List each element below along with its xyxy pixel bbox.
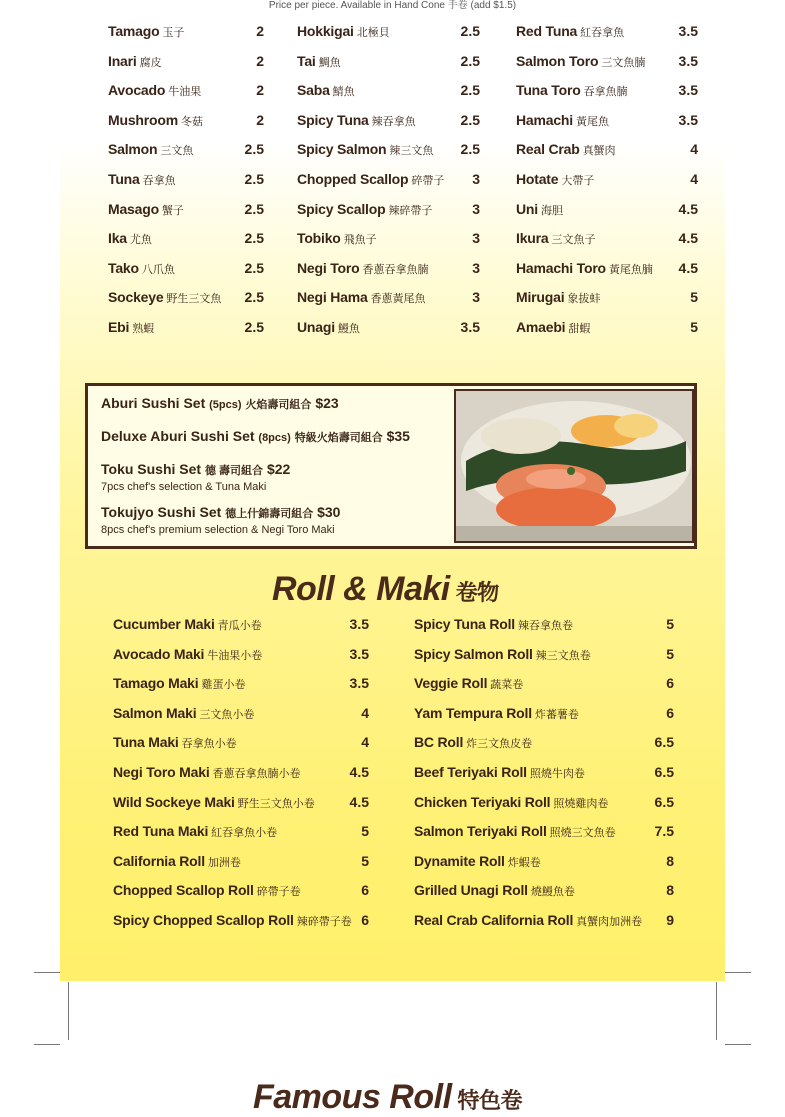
- item-name: Red Tuna Maki: [113, 823, 209, 840]
- sushi-set-pieces: (5pcs): [209, 399, 242, 411]
- roll-row: [414, 820, 674, 842]
- item-chinese-name: 炸蕃薯卷: [534, 708, 579, 721]
- item-price: 2.5: [244, 141, 264, 158]
- item-price: 2.5: [460, 23, 480, 39]
- item-price: 3: [472, 259, 480, 276]
- item-price: 2: [256, 82, 264, 99]
- item-chinese-name: 三文魚小卷: [199, 708, 255, 721]
- crop-mark: [725, 1044, 751, 1045]
- item-name: Avocado: [108, 82, 166, 99]
- roll-maki-title-zh: 卷物: [455, 580, 499, 605]
- item-chinese-name: 牛油果: [168, 86, 202, 99]
- item-name: Real Crab: [516, 141, 580, 158]
- sushi-set-pieces: (8pcs): [258, 432, 291, 444]
- item-chinese-name: 雞蛋小卷: [201, 679, 246, 692]
- item-price: 3: [472, 230, 480, 247]
- item-price: 2: [256, 111, 264, 128]
- item-price: 3.5: [678, 52, 698, 69]
- item-chinese-name: 八爪魚: [141, 263, 175, 276]
- roll-row: [113, 613, 369, 635]
- item-name: Tobiko: [297, 230, 341, 247]
- roll-row: [414, 909, 674, 931]
- item-chinese-name: 甜蝦: [568, 323, 591, 335]
- item-name: Veggie Roll: [414, 675, 488, 692]
- item-chinese-name: 加洲卷: [207, 856, 241, 869]
- nigiri-row: [297, 50, 480, 72]
- item-chinese-name: 吞拿魚: [142, 175, 176, 187]
- item-price: 2.5: [244, 230, 264, 247]
- item-name: Masago: [108, 200, 159, 217]
- item-name: Cucumber Maki: [113, 616, 215, 632]
- roll-row: [414, 613, 674, 635]
- item-price: 3.5: [460, 319, 480, 335]
- roll-maki-title: [272, 570, 499, 609]
- item-chinese-name: 三文魚腩: [601, 56, 646, 69]
- item-price: 6: [361, 912, 369, 928]
- item-name: Uni: [516, 200, 538, 217]
- roll-row: [113, 909, 369, 931]
- nigiri-row: [516, 79, 698, 101]
- roll-row: [414, 731, 674, 753]
- item-name: Wild Sockeye Maki: [113, 793, 235, 810]
- sushi-set-chinese-name: 德上什錦壽司組合: [225, 508, 314, 520]
- item-price: 3.5: [349, 675, 369, 692]
- item-price: 2.5: [244, 319, 264, 335]
- item-chinese-name: 蔬菜卷: [490, 679, 524, 692]
- item-price: 8: [666, 882, 674, 899]
- sushi-set-item: [101, 394, 453, 415]
- roll-row: [113, 879, 369, 901]
- nigiri-row: [516, 50, 698, 72]
- item-price: 6.5: [654, 734, 674, 751]
- item-price: 2.5: [460, 82, 480, 99]
- sushi-set-item: [101, 427, 453, 448]
- item-chinese-name: 照燒三文魚卷: [549, 827, 616, 840]
- item-chinese-name: 黃尾魚腩: [608, 263, 653, 276]
- item-chinese-name: 紅吞拿魚: [580, 27, 625, 39]
- item-price: 5: [690, 319, 698, 335]
- item-name: Saba: [297, 82, 330, 99]
- item-chinese-name: 炸三文魚皮卷: [466, 738, 533, 751]
- item-chinese-name: 辣碎帶子卷: [296, 916, 352, 928]
- item-price: 2.5: [244, 200, 264, 217]
- item-price: 5: [690, 289, 698, 306]
- item-name: Ika: [108, 230, 127, 247]
- item-chinese-name: 香蔥吞拿魚腩小卷: [212, 768, 301, 780]
- roll-row: [414, 672, 674, 694]
- item-price: 5: [361, 852, 369, 869]
- item-name: Hamachi: [516, 111, 573, 128]
- item-chinese-name: 北極貝: [356, 27, 390, 39]
- item-price: 8: [666, 852, 674, 869]
- sushi-set-title-line: [101, 503, 453, 524]
- item-chinese-name: 尤魚: [129, 234, 152, 247]
- item-price: 3.5: [678, 111, 698, 128]
- item-price: 4.5: [678, 230, 698, 247]
- item-name: Real Crab California Roll: [414, 912, 574, 928]
- item-chinese-name: 鰻魚: [337, 323, 360, 335]
- item-name: Salmon Teriyaki Roll: [414, 823, 547, 840]
- nigiri-row: [516, 198, 698, 220]
- item-name: Ikura: [516, 230, 549, 247]
- nigiri-row: [297, 198, 480, 220]
- item-chinese-name: 青瓜小卷: [217, 620, 262, 632]
- item-chinese-name: 腐皮: [139, 56, 162, 69]
- item-chinese-name: 吞拿魚小卷: [181, 738, 237, 751]
- roll-row: [113, 791, 369, 813]
- roll-row: [414, 702, 674, 724]
- item-price: 2.5: [460, 141, 480, 158]
- item-price: 5: [666, 645, 674, 662]
- sushi-set-name: Aburi Sushi Set: [101, 395, 206, 411]
- item-price: 4.5: [678, 200, 698, 217]
- item-price: 2.5: [460, 52, 480, 69]
- item-chinese-name: 真蟹肉: [582, 145, 616, 158]
- item-price: 6.5: [654, 793, 674, 810]
- nigiri-row: [516, 227, 698, 249]
- item-chinese-name: 辣碎帶子: [388, 204, 433, 217]
- item-name: Inari: [108, 52, 137, 69]
- nigiri-row: [297, 168, 480, 190]
- nigiri-row: [108, 286, 264, 308]
- item-chinese-name: 碎帶子: [411, 175, 445, 187]
- item-price: 4: [690, 171, 698, 187]
- item-price: 4: [690, 141, 698, 158]
- item-chinese-name: 照燒雞肉卷: [553, 797, 609, 810]
- item-name: BC Roll: [414, 734, 464, 751]
- roll-row: [113, 850, 369, 872]
- nigiri-row: [297, 286, 480, 308]
- famous-roll-title-en: Famous Roll: [253, 1078, 452, 1116]
- sushi-photo: [454, 389, 694, 543]
- item-name: Grilled Unagi Roll: [414, 882, 528, 899]
- roll-row: [113, 731, 369, 753]
- roll-row: [414, 761, 674, 783]
- item-price: 6: [361, 882, 369, 899]
- roll-row: [113, 702, 369, 724]
- item-chinese-name: 燒鰻魚卷: [530, 886, 575, 899]
- item-chinese-name: 大帶子: [561, 175, 595, 187]
- item-chinese-name: 真蟹肉加洲卷: [576, 916, 643, 928]
- item-name: Amaebi: [516, 319, 566, 335]
- nigiri-row: [297, 227, 480, 249]
- famous-roll-title-zh: 特色卷: [457, 1088, 523, 1113]
- item-name: Hamachi Toro: [516, 259, 606, 276]
- sushi-set-price: $22: [266, 461, 291, 477]
- item-price: 3.5: [349, 616, 369, 632]
- item-chinese-name: 碎帶子卷: [256, 886, 301, 899]
- item-name: Tuna Maki: [113, 734, 179, 751]
- item-name: Salmon: [108, 141, 158, 158]
- sushi-set-chinese-name: 火焰壽司組合: [245, 399, 312, 411]
- item-price: 6: [666, 675, 674, 692]
- item-price: 2.5: [244, 171, 264, 187]
- crop-mark: [725, 972, 751, 973]
- nigiri-row: [297, 316, 480, 338]
- item-name: Avocado Maki: [113, 645, 205, 662]
- item-name: Tai: [297, 52, 316, 69]
- roll-row: [113, 643, 369, 665]
- item-chinese-name: 照燒牛肉卷: [529, 768, 585, 780]
- roll-row: [414, 850, 674, 872]
- item-name: Spicy Tuna: [297, 111, 369, 128]
- nigiri-row: [108, 168, 264, 190]
- item-price: 3: [472, 200, 480, 217]
- item-name: Red Tuna: [516, 23, 578, 39]
- item-chinese-name: 鯛魚: [318, 56, 341, 69]
- item-chinese-name: 冬菇: [180, 115, 203, 128]
- item-price: 2.5: [460, 111, 480, 128]
- item-chinese-name: 海胆: [540, 204, 563, 217]
- nigiri-row: [108, 20, 264, 42]
- sushi-set-item: [101, 460, 453, 494]
- item-chinese-name: 鯖魚: [332, 86, 355, 99]
- item-price: 2: [256, 52, 264, 69]
- sushi-set-item: [101, 503, 453, 537]
- nigiri-row: [108, 198, 264, 220]
- item-price: 4: [361, 734, 369, 751]
- item-name: Salmon Toro: [516, 52, 599, 69]
- crop-mark: [68, 982, 69, 1040]
- item-name: Beef Teriyaki Roll: [414, 764, 527, 780]
- item-name: Spicy Chopped Scallop Roll: [113, 912, 294, 928]
- sushi-set-price: $35: [386, 428, 410, 444]
- roll-row: [414, 879, 674, 901]
- item-chinese-name: 牛油果小卷: [207, 649, 263, 662]
- sushi-set-name: Deluxe Aburi Sushi Set: [101, 428, 255, 444]
- item-name: Tamago: [108, 23, 160, 39]
- item-chinese-name: 象拔蚌: [567, 293, 601, 306]
- nigiri-row: [108, 79, 264, 101]
- item-name: Yam Tempura Roll: [414, 704, 532, 721]
- roll-row: [113, 820, 369, 842]
- item-name: Hokkigai: [297, 23, 354, 39]
- nigiri-row: [108, 316, 264, 338]
- item-name: Negi Hama: [297, 289, 368, 306]
- nigiri-row: [516, 20, 698, 42]
- item-name: Tamago Maki: [113, 675, 199, 692]
- item-price: 2.5: [244, 259, 264, 276]
- item-price: 4.5: [349, 793, 369, 810]
- crop-mark: [34, 1044, 60, 1045]
- item-chinese-name: 蟹子: [161, 204, 184, 217]
- item-chinese-name: 辣吞拿魚卷: [517, 620, 573, 632]
- item-name: Negi Toro Maki: [113, 764, 210, 780]
- item-price: 3: [472, 171, 480, 187]
- item-price: 7.5: [654, 823, 674, 840]
- item-name: Tuna: [108, 171, 140, 187]
- nigiri-row: [516, 286, 698, 308]
- nigiri-row: [108, 227, 264, 249]
- price-note: Price per piece. Available in Hand Cone 手卷 (add $1.5): [268, 0, 517, 11]
- nigiri-row: [516, 138, 698, 160]
- item-chinese-name: 野生三文魚小卷: [237, 797, 315, 810]
- item-name: Hotate: [516, 171, 559, 187]
- item-price: 3.5: [349, 645, 369, 662]
- item-chinese-name: 飛魚子: [343, 234, 377, 247]
- item-chinese-name: 三文魚: [160, 145, 194, 158]
- nigiri-row: [297, 109, 480, 131]
- item-name: Sockeye: [108, 289, 164, 306]
- nigiri-row: [516, 168, 698, 190]
- roll-maki-title-en: Roll & Maki: [272, 570, 450, 608]
- item-name: Chopped Scallop Roll: [113, 882, 254, 899]
- nigiri-row: [297, 79, 480, 101]
- crop-mark: [716, 982, 717, 1040]
- sushi-sets-list: [101, 394, 453, 546]
- item-chinese-name: 三文魚子: [551, 234, 596, 247]
- item-name: Chicken Teriyaki Roll: [414, 793, 551, 810]
- sushi-set-title-line: [101, 460, 453, 481]
- sushi-sets-box: [85, 383, 697, 549]
- item-name: Mushroom: [108, 111, 178, 128]
- item-name: Negi Toro: [297, 259, 360, 276]
- item-chinese-name: 香蔥吞拿魚腩: [362, 263, 429, 276]
- sushi-set-description: 7pcs chef's selection & Tuna Maki: [101, 481, 267, 493]
- nigiri-row: [108, 138, 264, 160]
- item-price: 6.5: [654, 764, 674, 780]
- item-chinese-name: 紅吞拿魚小卷: [211, 827, 278, 840]
- roll-row: [113, 672, 369, 694]
- item-price: 3.5: [678, 23, 698, 39]
- nigiri-row: [516, 257, 698, 279]
- sushi-set-title-line: [101, 427, 453, 448]
- item-chinese-name: 辣三文魚卷: [535, 649, 591, 662]
- item-price: 6: [666, 704, 674, 721]
- item-name: Spicy Salmon Roll: [414, 645, 533, 662]
- roll-row: [414, 791, 674, 813]
- item-chinese-name: 辣三文魚: [389, 145, 434, 158]
- item-name: Unagi: [297, 319, 335, 335]
- item-price: 9: [666, 912, 674, 928]
- item-chinese-name: 香蔥黃尾魚: [370, 293, 426, 306]
- sushi-set-chinese-name: 德 壽司組合: [204, 465, 264, 477]
- item-price: 4.5: [678, 259, 698, 276]
- nigiri-row: [297, 20, 480, 42]
- item-name: California Roll: [113, 852, 205, 869]
- item-price: 4: [361, 704, 369, 721]
- item-price: 3.5: [678, 82, 698, 99]
- item-chinese-name: 辣吞拿魚: [371, 115, 416, 128]
- item-chinese-name: 黃尾魚: [575, 115, 609, 128]
- item-name: Tuna Toro: [516, 82, 581, 99]
- sushi-set-chinese-name: 特級火焰壽司組合: [294, 432, 383, 444]
- nigiri-row: [108, 50, 264, 72]
- item-name: Salmon Maki: [113, 704, 197, 721]
- item-name: Spicy Tuna Roll: [414, 616, 515, 632]
- item-name: Chopped Scallop: [297, 171, 409, 187]
- sushi-set-title-line: [101, 394, 453, 415]
- item-chinese-name: 玉子: [162, 27, 185, 39]
- item-chinese-name: 野生三文魚: [166, 293, 222, 306]
- item-chinese-name: 熟蝦: [132, 323, 155, 335]
- item-price: 3: [472, 289, 480, 306]
- item-price: 2.5: [244, 289, 264, 306]
- item-price: 5: [361, 823, 369, 840]
- item-name: Spicy Salmon: [297, 141, 387, 158]
- item-name: Tako: [108, 259, 139, 276]
- famous-roll-title: [253, 1078, 522, 1117]
- item-name: Spicy Scallop: [297, 200, 386, 217]
- item-name: Dynamite Roll: [414, 852, 505, 869]
- nigiri-row: [516, 316, 698, 338]
- item-chinese-name: 吞拿魚腩: [583, 86, 628, 99]
- nigiri-row: [108, 257, 264, 279]
- sushi-set-name: Tokujyo Sushi Set: [101, 504, 222, 520]
- roll-row: [113, 761, 369, 783]
- sushi-set-price: $23: [315, 395, 339, 411]
- nigiri-row: [108, 109, 264, 131]
- item-name: Ebi: [108, 319, 130, 335]
- nigiri-row: [297, 257, 480, 279]
- item-name: Mirugai: [516, 289, 565, 306]
- roll-row: [414, 643, 674, 665]
- sushi-set-description: 8pcs chef's premium selection & Negi Toro Maki: [101, 524, 335, 536]
- item-price: 4.5: [349, 764, 369, 780]
- nigiri-row: [516, 109, 698, 131]
- item-price: 2: [256, 23, 264, 39]
- crop-mark: [34, 972, 60, 973]
- item-price: 5: [666, 616, 674, 632]
- sushi-set-name: Toku Sushi Set: [101, 461, 202, 477]
- sushi-set-price: $30: [317, 504, 341, 520]
- item-chinese-name: 炸蝦卷: [507, 856, 541, 869]
- nigiri-row: [297, 138, 480, 160]
